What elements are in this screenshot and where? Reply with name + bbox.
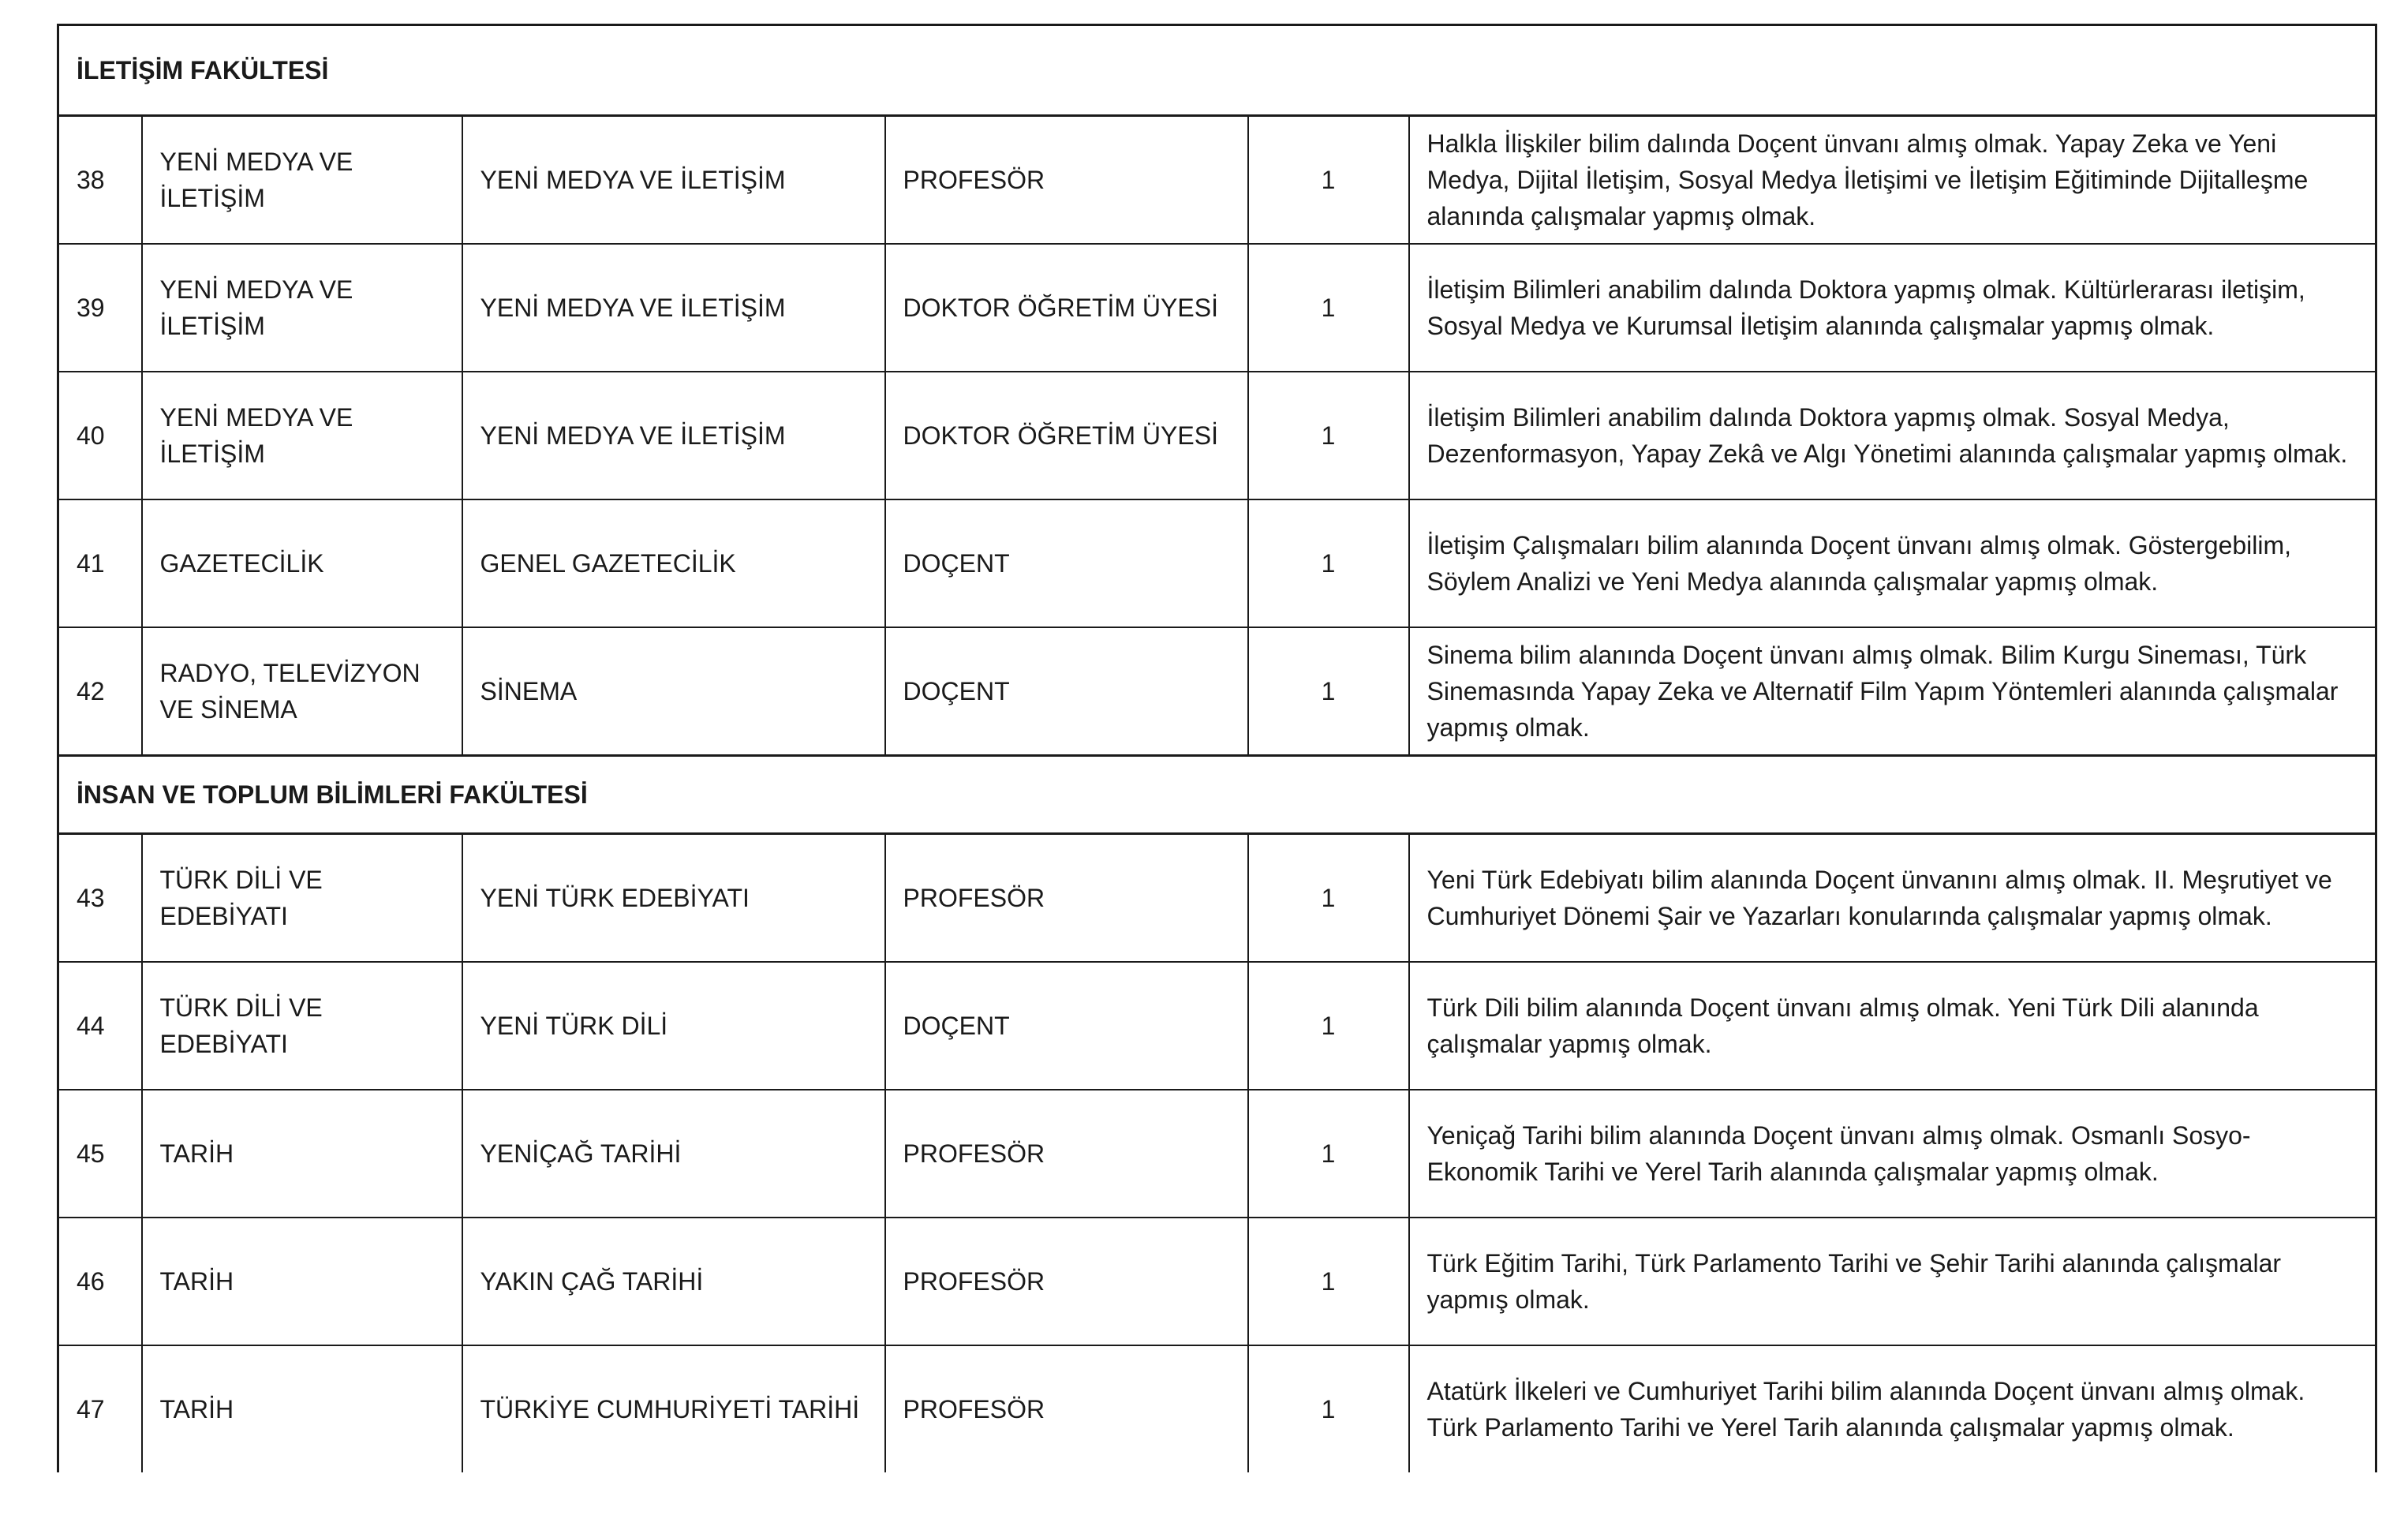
discipline-cell: YAKIN ÇAĞ TARİHİ [462,1218,885,1345]
conditions-cell: Türk Eğitim Tarihi, Türk Parlamento Tarihi ve Şehir Tarihi alanında çalışmalar yapmış olmak. [1409,1218,2376,1345]
row-number: 46 [58,1218,142,1345]
staff-positions-body [58,25,2376,1473]
department-cell: GAZETECİLİK [142,499,462,627]
academic-title-cell: PROFESÖR [885,116,1248,245]
staff-positions-table [57,24,2377,1472]
conditions-cell: Atatürk İlkeleri ve Cumhuriyet Tarihi bilim alanında Doçent ünvanı almış olmak. Türk Parlamento Tarihi ve Yerel Tarih alanında çalışmalar yapmış olmak. [1409,1345,2376,1472]
discipline-cell: SİNEMA [462,627,885,756]
discipline-cell: YENİ MEDYA VE İLETİŞİM [462,244,885,372]
conditions-cell: İletişim Bilimleri anabilim dalında Doktora yapmış olmak. Sosyal Medya, Dezenformasyon, Yapay Zekâ ve Algı Yönetimi alanında çalışmalar yapmış olmak. [1409,372,2376,499]
position-count-cell: 1 [1248,1345,1409,1472]
conditions-cell: Yeni Türk Edebiyatı bilim alanında Doçent ünvanını almış olmak. II. Meşrutiyet ve Cumhuriyet Dönemi Şair ve Yazarları konularında çalışmalar yapmış olmak. [1409,834,2376,963]
academic-title-cell: DOÇENT [885,499,1248,627]
department-cell: TARİH [142,1218,462,1345]
table-row [58,499,2376,627]
position-count-cell: 1 [1248,372,1409,499]
conditions-cell: İletişim Bilimleri anabilim dalında Doktora yapmış olmak. Kültürlerarası iletişim, Sosyal Medya ve Kurumsal İletişim alanında çalışmalar yapmış olmak. [1409,244,2376,372]
department-cell: TÜRK DİLİ VE EDEBİYATI [142,962,462,1090]
table-row [58,834,2376,963]
table-row [58,1090,2376,1218]
row-number: 41 [58,499,142,627]
conditions-cell: Sinema bilim alanında Doçent ünvanı almış olmak. Bilim Kurgu Sineması, Türk Sinemasında Yapay Zeka ve Alternatif Film Yapım Yöntemleri alanında çalışmalar yapmış olmak. [1409,627,2376,756]
row-number: 38 [58,116,142,245]
row-number: 43 [58,834,142,963]
position-count-cell: 1 [1248,627,1409,756]
academic-title-cell: PROFESÖR [885,1090,1248,1218]
table-row [58,244,2376,372]
conditions-cell: Türk Dili bilim alanında Doçent ünvanı almış olmak. Yeni Türk Dili alanında çalışmalar yapmış olmak. [1409,962,2376,1090]
academic-title-cell: DOÇENT [885,962,1248,1090]
row-number: 45 [58,1090,142,1218]
academic-title-cell: PROFESÖR [885,1345,1248,1472]
row-number: 44 [58,962,142,1090]
position-count-cell: 1 [1248,1218,1409,1345]
position-count-cell: 1 [1248,962,1409,1090]
department-cell: TARİH [142,1345,462,1472]
position-count-cell: 1 [1248,1090,1409,1218]
discipline-cell: YENİ TÜRK DİLİ [462,962,885,1090]
table-row [58,962,2376,1090]
faculty-title: İLETİŞİM FAKÜLTESİ [58,25,2376,116]
department-cell: TARİH [142,1090,462,1218]
table-row [58,1345,2376,1472]
department-cell: RADYO, TELEVİZYON VE SİNEMA [142,627,462,756]
faculty-header-row [58,756,2376,834]
discipline-cell: YENİ TÜRK EDEBİYATI [462,834,885,963]
row-number: 42 [58,627,142,756]
conditions-cell: Yeniçağ Tarihi bilim alanında Doçent ünvanı almış olmak. Osmanlı Sosyo-Ekonomik Tarihi ve Yerel Tarih alanında çalışmalar yapmış olmak. [1409,1090,2376,1218]
conditions-cell: Halkla İlişkiler bilim dalında Doçent ünvanı almış olmak. Yapay Zeka ve Yeni Medya, Dijital İletişim, Sosyal Medya İletişimi ve İletişim Eğitiminde Dijitalleşme alanında çalışmalar yapmış olmak. [1409,116,2376,245]
discipline-cell: YENİÇAĞ TARİHİ [462,1090,885,1218]
academic-title-cell: PROFESÖR [885,1218,1248,1345]
row-number: 40 [58,372,142,499]
discipline-cell: YENİ MEDYA VE İLETİŞİM [462,116,885,245]
academic-title-cell: DOÇENT [885,627,1248,756]
table-row [58,116,2376,245]
row-number: 39 [58,244,142,372]
faculty-header-row [58,25,2376,116]
discipline-cell: TÜRKİYE CUMHURİYETİ TARİHİ [462,1345,885,1472]
position-count-cell: 1 [1248,116,1409,245]
table-row [58,627,2376,756]
position-count-cell: 1 [1248,499,1409,627]
faculty-title: İNSAN VE TOPLUM BİLİMLERİ FAKÜLTESİ [58,756,2376,834]
position-count-cell: 1 [1248,834,1409,963]
row-number: 47 [58,1345,142,1472]
department-cell: YENİ MEDYA VE İLETİŞİM [142,244,462,372]
table-row [58,372,2376,499]
document-page [57,24,2375,1472]
department-cell: YENİ MEDYA VE İLETİŞİM [142,116,462,245]
position-count-cell: 1 [1248,244,1409,372]
department-cell: TÜRK DİLİ VE EDEBİYATI [142,834,462,963]
academic-title-cell: DOKTOR ÖĞRETİM ÜYESİ [885,244,1248,372]
table-row [58,1218,2376,1345]
discipline-cell: GENEL GAZETECİLİK [462,499,885,627]
academic-title-cell: DOKTOR ÖĞRETİM ÜYESİ [885,372,1248,499]
discipline-cell: YENİ MEDYA VE İLETİŞİM [462,372,885,499]
department-cell: YENİ MEDYA VE İLETİŞİM [142,372,462,499]
academic-title-cell: PROFESÖR [885,834,1248,963]
conditions-cell: İletişim Çalışmaları bilim alanında Doçent ünvanı almış olmak. Göstergebilim, Söylem Analizi ve Yeni Medya alanında çalışmalar yapmış olmak. [1409,499,2376,627]
